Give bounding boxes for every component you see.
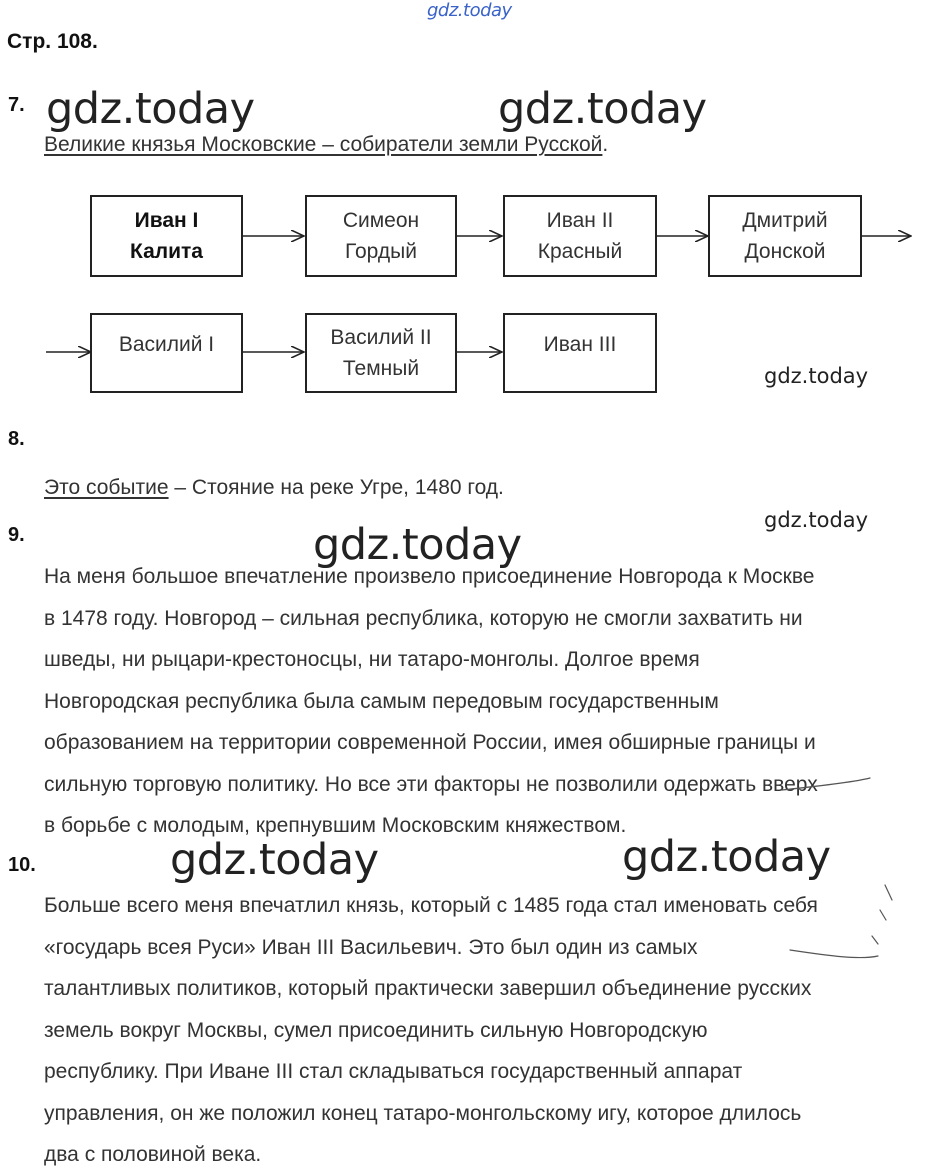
box-line: Иван II xyxy=(546,209,614,232)
box-line: Симеон xyxy=(342,209,420,232)
watermark-top: gdz.today xyxy=(427,0,512,21)
watermark: gdz.today xyxy=(498,84,707,134)
box-line: Дмитрий xyxy=(742,209,828,232)
heading-tail: . xyxy=(602,133,609,156)
scribble-stroke xyxy=(885,885,892,900)
watermark: gdz.today xyxy=(46,84,255,134)
text-line: в 1478 году. Новгород – сильная республика, которую не смогли захватить ни xyxy=(44,606,803,630)
diagram-box-ivan-i xyxy=(90,195,243,277)
scribble-stroke xyxy=(790,950,878,958)
text-line: земель вокруг Москвы, сумел присоединить сильную Новгородскую xyxy=(44,1018,708,1042)
text-line: сильную торговую политику. Но все эти факторы не позволили одержать вверх xyxy=(44,772,818,796)
text-line: На меня большое впечатление произвело присоединение Новгорода к Москве xyxy=(44,565,815,588)
text-line: управления, он же положил конец татаро-монгольскому игу, которое длилось xyxy=(44,1101,802,1125)
text-line: Больше всего меня впечатлил князь, который с 1485 года стал именовать себя xyxy=(44,894,818,917)
answer-underlined-text: Это событие xyxy=(44,476,169,499)
box-line: Гордый xyxy=(345,240,417,263)
scribble-stroke xyxy=(880,910,886,920)
text-line: в борьбе с молодым, крепнувшим Московским княжеством. xyxy=(44,814,627,837)
text-line: Новгородская республика была самым передовым государственным xyxy=(44,689,719,713)
watermark: gdz.today xyxy=(622,832,831,882)
diagram-box-ivan-ii xyxy=(503,195,657,277)
box-line: Калита xyxy=(130,240,203,263)
scribble-stroke xyxy=(782,778,870,790)
watermark: gdz.today xyxy=(313,520,522,570)
question-8-number: 8. xyxy=(8,428,25,450)
watermark: gdz.today xyxy=(764,508,869,532)
diagram-box-ivan-iii xyxy=(503,313,657,393)
heading-underlined-text: Великие князья Московские – собиратели земли Русской xyxy=(44,133,603,156)
diagram-box-vasily-i xyxy=(90,313,243,393)
diagram-box-dmitry xyxy=(708,195,862,277)
box-line: Василий I xyxy=(118,333,215,356)
scribble-marks xyxy=(760,760,937,980)
box-line: Донской xyxy=(744,240,826,263)
text-line: шведы, ни рыцари-крестоносцы, ни татаро-монголы. Долгое время xyxy=(44,648,700,671)
diagram-box-simeon xyxy=(305,195,457,277)
box-line: Василий II xyxy=(330,326,432,349)
answer-rest: – Стояние на реке Угре, 1480 год. xyxy=(168,476,504,499)
box-line: Иван III xyxy=(543,333,617,356)
text-line: «государь всея Руси» Иван III Васильевич. Это был один из самых xyxy=(44,935,698,959)
box-line: Красный xyxy=(537,240,623,263)
question-8-answer xyxy=(44,476,504,500)
page-label: Стр. 108. xyxy=(7,30,98,53)
text-line: республику. При Иване III стал складываться государственный аппарат xyxy=(44,1060,743,1083)
watermark: gdz.today xyxy=(170,835,379,885)
text-line: талантливых политиков, который практически завершил объединение русских xyxy=(44,977,812,1000)
diagram-box-vasily-ii xyxy=(305,313,457,393)
text-line: образованием на территории современной России, имея обширные границы и xyxy=(44,731,816,754)
question-10-number: 10. xyxy=(8,854,36,876)
question-9-number: 9. xyxy=(8,524,25,546)
box-line: Иван I xyxy=(134,209,199,232)
scribble-stroke xyxy=(872,936,878,944)
question-7-number: 7. xyxy=(8,94,25,116)
box-line: Темный xyxy=(342,357,420,380)
watermark: gdz.today xyxy=(764,364,869,388)
text-line: два с половиной века. xyxy=(44,1143,262,1166)
